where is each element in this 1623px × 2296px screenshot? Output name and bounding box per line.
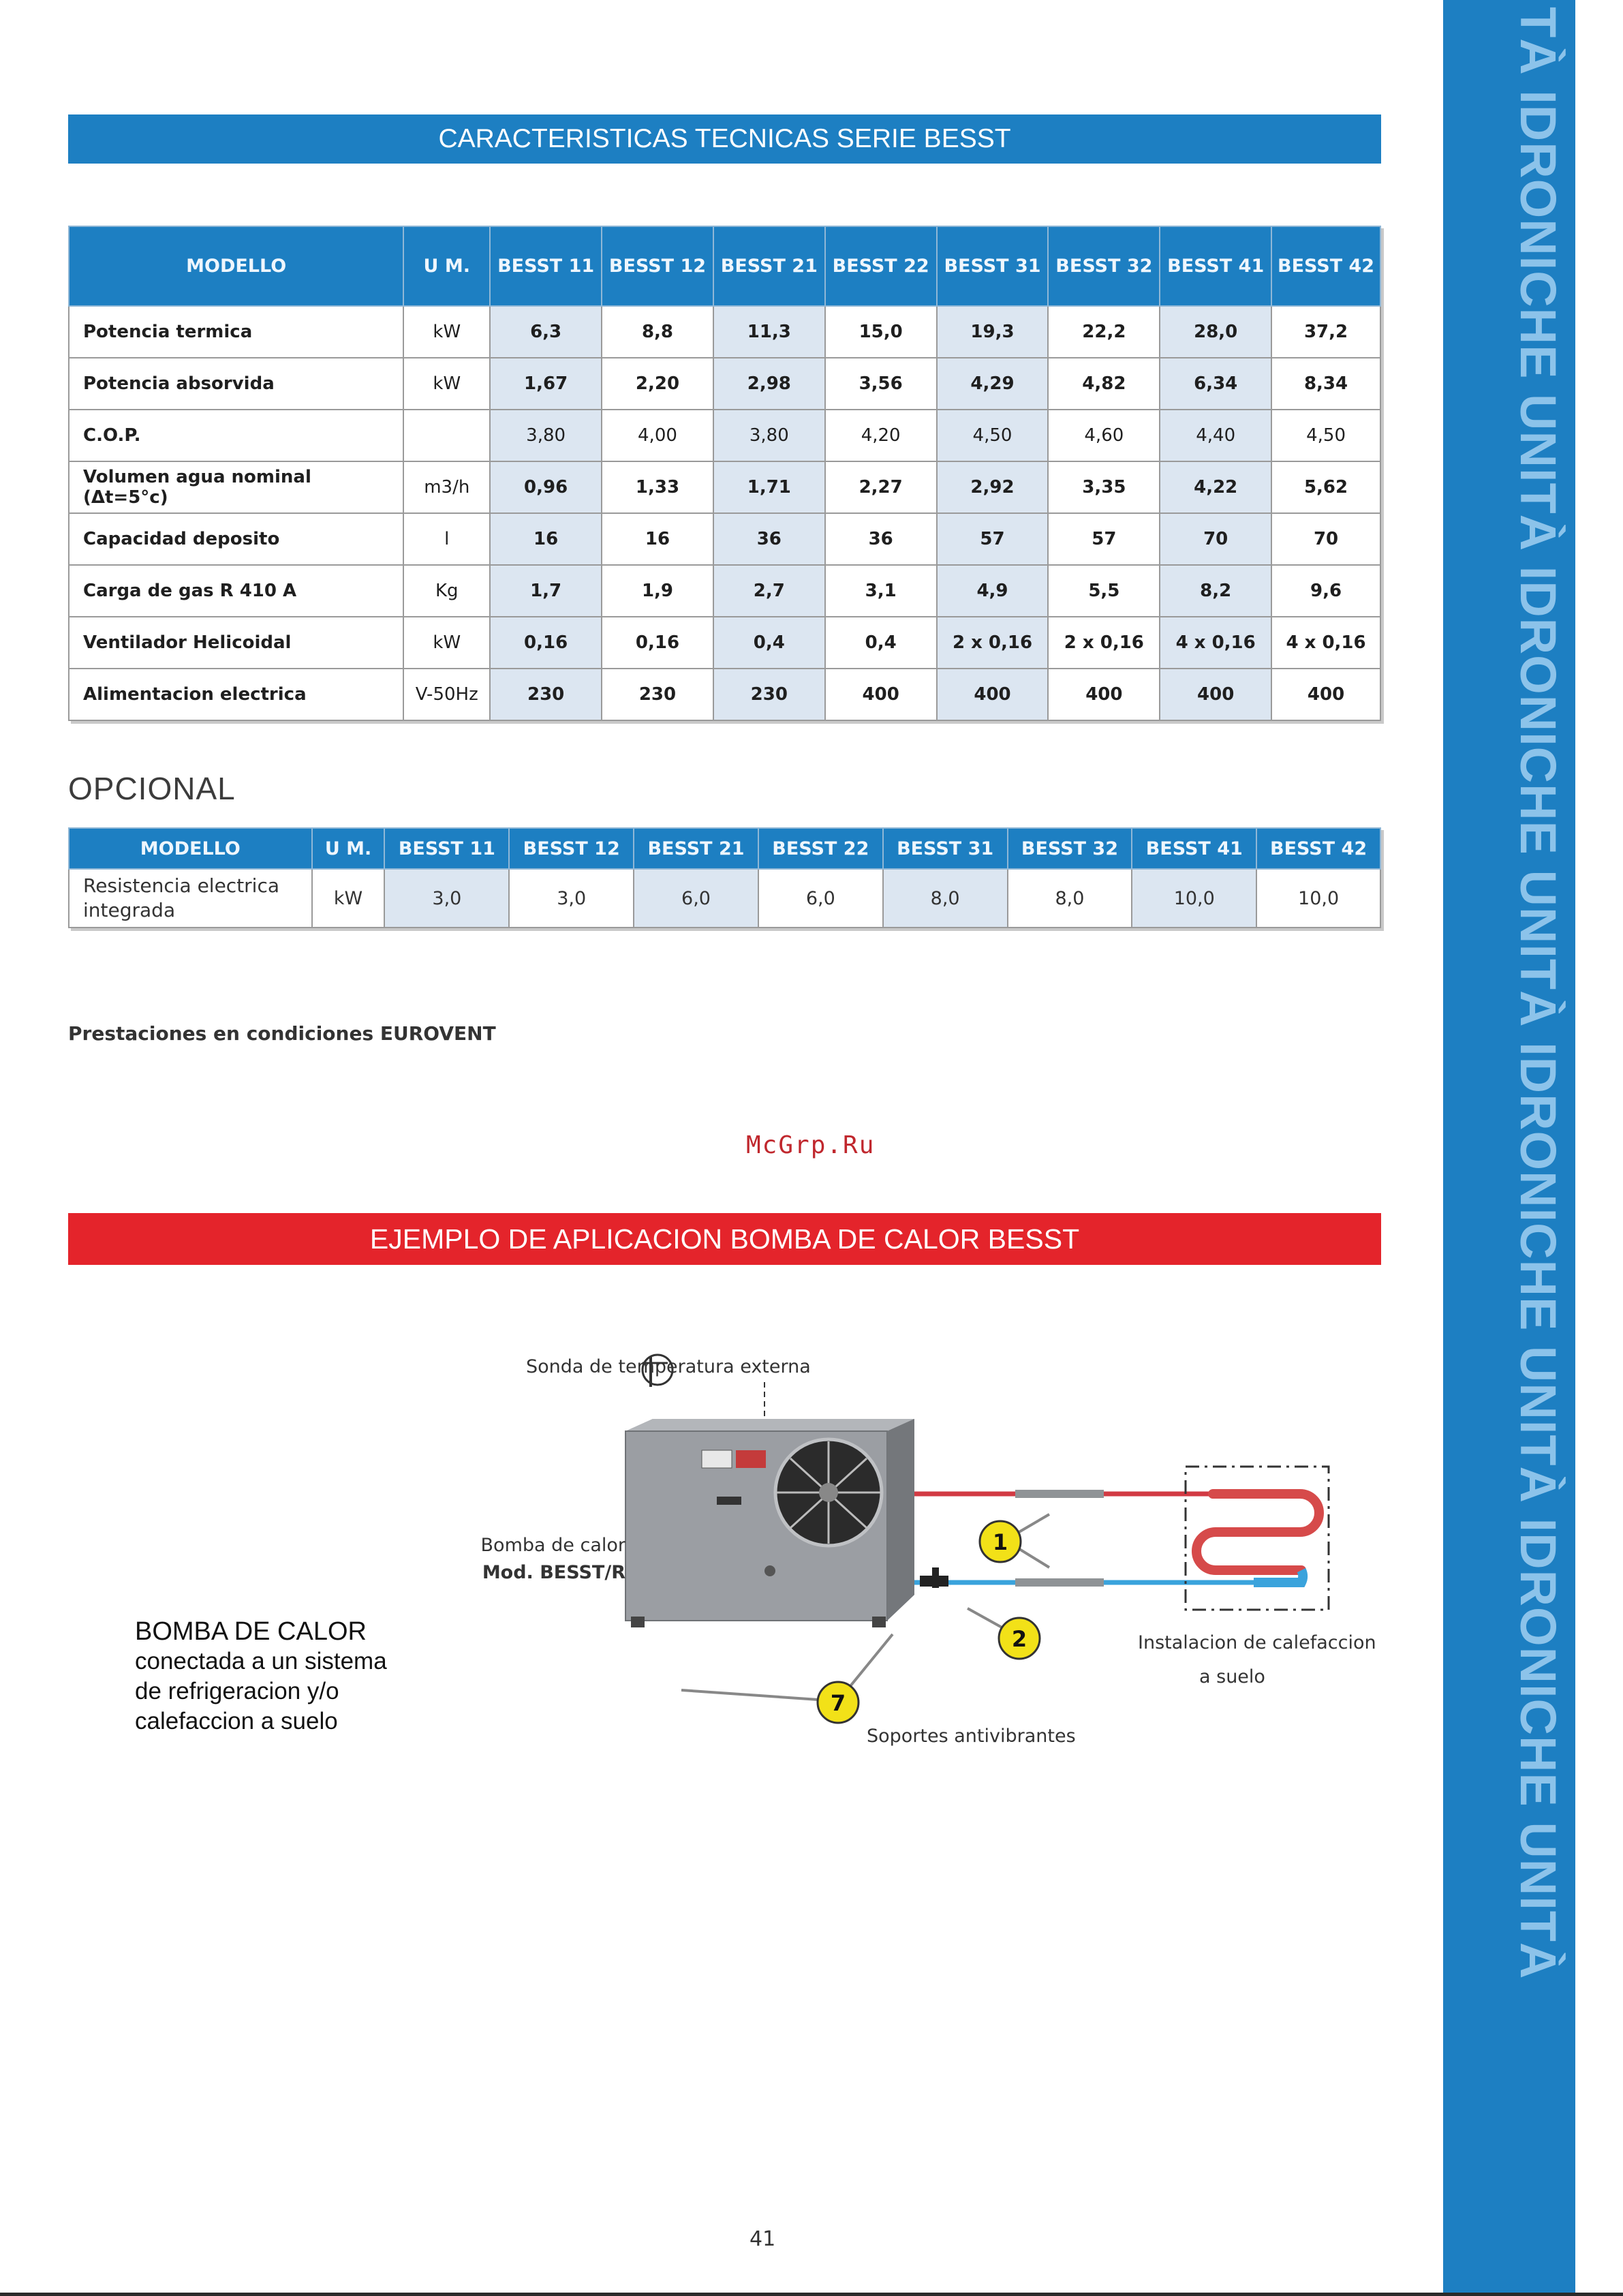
spec-header-cell: BESST 22 xyxy=(825,226,937,306)
opcional-header-cell: BESST 12 xyxy=(509,828,634,869)
caption-line: calefaccion a suelo xyxy=(135,1708,338,1734)
spec-row xyxy=(69,461,1380,513)
watermark: McGrp.Ru xyxy=(746,1131,876,1159)
spec-value: 2,20 xyxy=(602,358,713,410)
spec-value: 400 xyxy=(1271,669,1380,720)
bottom-rule xyxy=(0,2293,1623,2296)
spec-value: 230 xyxy=(602,669,713,720)
spec-value: 1,71 xyxy=(713,461,825,513)
caption-line: conectada a un sistema xyxy=(135,1648,387,1674)
spec-value: 70 xyxy=(1271,513,1380,565)
spec-header-cell: MODELLO xyxy=(69,226,403,306)
spec-value: 2 x 0,16 xyxy=(937,617,1049,669)
spec-value: 4 x 0,16 xyxy=(1160,617,1271,669)
spec-value: 1,9 xyxy=(602,565,713,617)
spec-value: 8,8 xyxy=(602,306,713,358)
spec-value: 0,96 xyxy=(490,461,602,513)
spec-header-cell: BESST 32 xyxy=(1048,226,1160,306)
callout-2 xyxy=(968,1608,1040,1659)
spec-value: 1,7 xyxy=(490,565,602,617)
spec-header-cell: BESST 31 xyxy=(937,226,1049,306)
title-banner: CARACTERISTICAS TECNICAS SERIE BESST xyxy=(68,114,1381,164)
spec-value: 6,34 xyxy=(1160,358,1271,410)
spec-value: 3,1 xyxy=(825,565,937,617)
opcional-header-cell: BESST 42 xyxy=(1256,828,1380,869)
opcional-value: 3,0 xyxy=(509,869,634,928)
opcional-label: Resistencia electrica integrada xyxy=(69,869,312,928)
opcional-header-cell: BESST 41 xyxy=(1132,828,1256,869)
spec-value: 57 xyxy=(1048,513,1160,565)
spec-row xyxy=(69,358,1380,410)
opcional-value: 8,0 xyxy=(1008,869,1132,928)
spec-value: 36 xyxy=(825,513,937,565)
spec-row-label: Capacidad deposito xyxy=(69,513,403,565)
opcional-title: OPCIONAL xyxy=(68,771,236,806)
opcional-header-cell: BESST 32 xyxy=(1008,828,1132,869)
bomba-label-line2: Mod. BESST/R xyxy=(482,1562,625,1583)
spec-value: 19,3 xyxy=(937,306,1049,358)
spec-value: 4,50 xyxy=(937,410,1049,461)
bomba-label-line1: Bomba de calor xyxy=(480,1535,625,1556)
opcional-value: 6,0 xyxy=(758,869,883,928)
spec-value: 3,80 xyxy=(490,410,602,461)
diagram-caption xyxy=(135,1617,387,1736)
callout-2-text: 2 xyxy=(1011,1626,1027,1652)
callout-7 xyxy=(681,1634,893,1723)
spec-value: 37,2 xyxy=(1271,306,1380,358)
opcional-unit: kW xyxy=(312,869,385,928)
spec-value: 230 xyxy=(490,669,602,720)
opcional-value: 6,0 xyxy=(634,869,758,928)
spec-row-label: C.O.P. xyxy=(69,410,403,461)
spec-value: 4,29 xyxy=(937,358,1049,410)
spec-value: 4,60 xyxy=(1048,410,1160,461)
spec-unit: kW xyxy=(403,306,490,358)
sonda-label: Sonda de temperatura externa xyxy=(526,1356,811,1377)
spec-value: 2,27 xyxy=(825,461,937,513)
side-band-text: TÀ IDRONICHE UNITÀ IDRONICHE UNITÀ IDRONICHE UNITÀ IDRONICHE UNITÀ xyxy=(1510,7,1566,1980)
spec-value: 2,92 xyxy=(937,461,1049,513)
spec-value: 4,22 xyxy=(1160,461,1271,513)
spec-header-cell: BESST 42 xyxy=(1271,226,1380,306)
opcional-value: 3,0 xyxy=(384,869,509,928)
spec-value: 3,56 xyxy=(825,358,937,410)
opcional-header-cell: BESST 22 xyxy=(758,828,883,869)
spec-header-cell: BESST 11 xyxy=(490,226,602,306)
spec-value: 0,16 xyxy=(602,617,713,669)
spec-value: 4,9 xyxy=(937,565,1049,617)
spec-header-cell: U M. xyxy=(403,226,490,306)
spec-row xyxy=(69,617,1380,669)
opcional-header-row xyxy=(69,828,1380,869)
caption-title: BOMBA DE CALOR xyxy=(135,1617,367,1646)
opcional-table xyxy=(68,827,1381,928)
spec-header-cell: BESST 12 xyxy=(602,226,713,306)
heat-pump-unit xyxy=(625,1419,914,1627)
spec-value: 4,40 xyxy=(1160,410,1271,461)
spec-value: 22,2 xyxy=(1048,306,1160,358)
floor-heating-coil xyxy=(1186,1467,1329,1610)
spec-value: 2 x 0,16 xyxy=(1048,617,1160,669)
spec-unit: kW xyxy=(403,358,490,410)
spec-unit: m3/h xyxy=(403,461,490,513)
spec-value: 1,33 xyxy=(602,461,713,513)
spec-unit: V-50Hz xyxy=(403,669,490,720)
spec-value: 400 xyxy=(825,669,937,720)
spec-value: 28,0 xyxy=(1160,306,1271,358)
opcional-row xyxy=(69,869,1380,928)
spec-value: 16 xyxy=(490,513,602,565)
spec-row-label: Carga de gas R 410 A xyxy=(69,565,403,617)
spec-row xyxy=(69,306,1380,358)
spec-value: 57 xyxy=(937,513,1049,565)
spec-row-label: Ventilador Helicoidal xyxy=(69,617,403,669)
spec-header-row xyxy=(69,226,1380,306)
page-number: 41 xyxy=(749,2227,776,2251)
opcional-value: 10,0 xyxy=(1132,869,1256,928)
spec-value: 16 xyxy=(602,513,713,565)
spec-value: 400 xyxy=(1160,669,1271,720)
opcional-header-cell: BESST 31 xyxy=(883,828,1008,869)
spec-unit: Kg xyxy=(403,565,490,617)
eurovent-note: Prestaciones en condiciones EUROVENT xyxy=(68,1022,496,1045)
spec-row xyxy=(69,669,1380,720)
spec-value: 0,4 xyxy=(713,617,825,669)
spec-unit: l xyxy=(403,513,490,565)
opcional-header-cell: U M. xyxy=(312,828,385,869)
spec-table xyxy=(68,226,1381,721)
spec-value: 15,0 xyxy=(825,306,937,358)
spec-value: 36 xyxy=(713,513,825,565)
spec-value: 400 xyxy=(937,669,1049,720)
spec-value: 4 x 0,16 xyxy=(1271,617,1380,669)
spec-row xyxy=(69,513,1380,565)
spec-header-cell: BESST 21 xyxy=(713,226,825,306)
spec-value: 8,34 xyxy=(1271,358,1380,410)
opcional-header-cell: BESST 11 xyxy=(384,828,509,869)
spec-row-label: Potencia absorvida xyxy=(69,358,403,410)
opcional-header-cell: BESST 21 xyxy=(634,828,758,869)
application-diagram xyxy=(450,1336,1417,1775)
spec-header-cell: BESST 41 xyxy=(1160,226,1271,306)
callout-7-text: 7 xyxy=(830,1690,846,1716)
spec-row xyxy=(69,410,1380,461)
opcional-value: 10,0 xyxy=(1256,869,1380,928)
spec-value: 4,00 xyxy=(602,410,713,461)
instalacion-label-line1: Instalacion de calefaccion xyxy=(1138,1632,1376,1653)
spec-value: 0,16 xyxy=(490,617,602,669)
spec-value: 400 xyxy=(1048,669,1160,720)
spec-value: 8,2 xyxy=(1160,565,1271,617)
spec-row xyxy=(69,565,1380,617)
callout-1-text: 1 xyxy=(992,1529,1008,1555)
spec-value: 5,5 xyxy=(1048,565,1160,617)
spec-value: 5,62 xyxy=(1271,461,1380,513)
instalacion-label-line2: a suelo xyxy=(1199,1666,1265,1687)
spec-row-label: Potencia termica xyxy=(69,306,403,358)
hot-pipe xyxy=(914,1490,1254,1498)
soportes-label: Soportes antivibrantes xyxy=(867,1726,1076,1747)
spec-value: 2,7 xyxy=(713,565,825,617)
opcional-value: 8,0 xyxy=(883,869,1008,928)
spec-value: 70 xyxy=(1160,513,1271,565)
spec-value: 11,3 xyxy=(713,306,825,358)
spec-value: 9,6 xyxy=(1271,565,1380,617)
spec-row-label: Volumen agua nominal (Δt=5°c) xyxy=(69,461,403,513)
spec-value: 3,80 xyxy=(713,410,825,461)
spec-value: 2,98 xyxy=(713,358,825,410)
spec-value: 4,50 xyxy=(1271,410,1380,461)
spec-value: 0,4 xyxy=(825,617,937,669)
spec-value: 4,82 xyxy=(1048,358,1160,410)
spec-value: 1,67 xyxy=(490,358,602,410)
spec-row-label: Alimentacion electrica xyxy=(69,669,403,720)
caption-line: de refrigeracion y/o xyxy=(135,1678,339,1704)
spec-value: 230 xyxy=(713,669,825,720)
opcional-header-cell: MODELLO xyxy=(69,828,312,869)
spec-value: 4,20 xyxy=(825,410,937,461)
spec-unit: kW xyxy=(403,617,490,669)
spec-unit xyxy=(403,410,490,461)
callout-1 xyxy=(980,1514,1049,1567)
example-banner: EJEMPLO DE APLICACION BOMBA DE CALOR BESST xyxy=(68,1213,1381,1265)
spec-value: 6,3 xyxy=(490,306,602,358)
side-band xyxy=(1443,0,1575,2296)
spec-value: 3,35 xyxy=(1048,461,1160,513)
